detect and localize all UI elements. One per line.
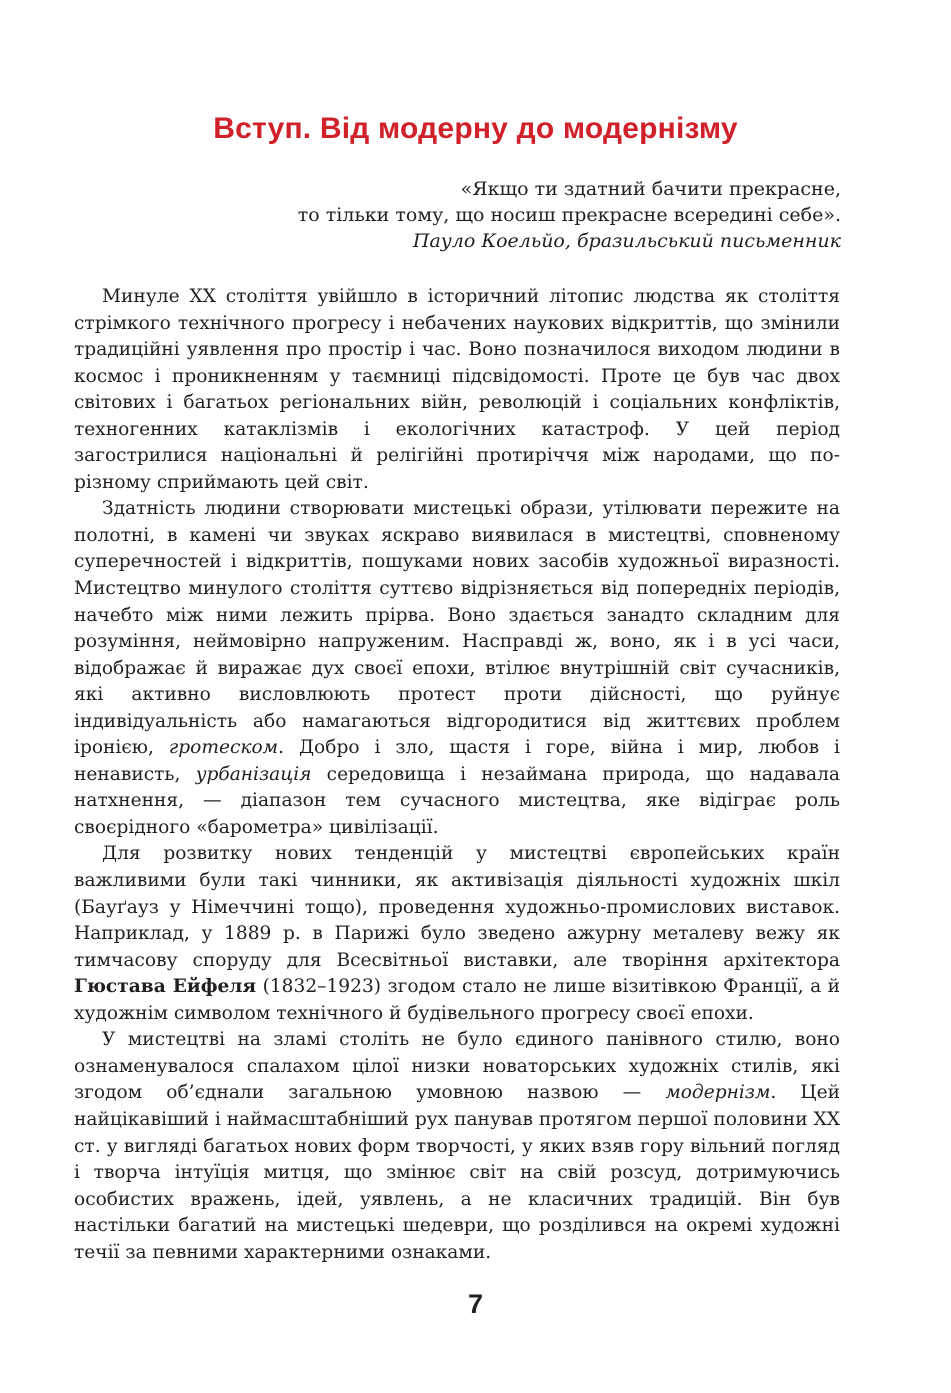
term-grotesque: гротеском: [168, 737, 279, 759]
epigraph: [141, 176, 841, 254]
page-number: 7: [467, 1289, 484, 1319]
paragraph-4-text-a: У мистецтві на зламі століть не було єдиного панівного стилю, воно ознаменувалося спалахом цілої низки новаторських художніх стилів, які згодом об’єднали загальною умовною назвою —: [74, 1029, 840, 1104]
epigraph-author: Пауло Коельйо, бразильський письменник: [412, 230, 841, 252]
chapter-title: Вступ. Від модерну до модернізму: [213, 112, 738, 145]
paragraph-2-text-c: середовища і незаймана природа, що надавала натхнення, — діапазон тем сучасного мистецтва, яке відіграє роль своєрідного «барометра» цивілізації.: [74, 763, 840, 838]
paragraph-1-text: Минуле XX століття увійшло в історичний літопис людства як століття стрімкого технічного прогресу і небачених наукових відкриттів, що змінили традиційні уявлення про простір і час. Воно позначилося виходом людини в космос і проникненням у таємниці підсвідомості. Проте це був час двох світових і багатьох регіональних війн, революцій і соціальних конфліктів, техногенних катаклізмів і екологічних катастроф. У цей період загострилися національні й релігійні протиріччя між народами, що по-різному сприймають цей світ.: [74, 286, 840, 493]
paragraph-3-text-b: (1832–1923) згодом стало не лише візитівкою Франції, а й художнім символом технічного й будівельного прогресу своєї епохи.: [74, 976, 840, 1024]
epigraph-quote-line-2: то тільки тому, що носиш прекрасне всередині себе».: [297, 204, 841, 226]
paragraph-3-text-a: Для розвитку нових тенденцій у мистецтві європейських країн важливими були такі чинники, як активізація діяльності художніх шкіл (Бауґауз у Німеччині тощо), проведення художньо-промислових виставок. Наприклад, у 1889 р. в Парижі було зведено ажурну металеву вежу як тимчасову споруду для Всесвітньої виставки, але творіння архітектора: [74, 843, 840, 971]
paragraph-2-text-b: . Добро і зло, щастя і горе, війна і мир, любов і ненависть,: [74, 737, 840, 785]
epigraph-quote-line-1: «Якщо ти здатний бачити прекрасне,: [460, 178, 841, 200]
term-urbanization: урбанізація: [195, 763, 312, 785]
paragraph-1: [74, 284, 840, 496]
term-modernism: модернізм: [665, 1082, 771, 1104]
paragraph-4-text-b: . Цей найцікавіший і наймасштабніший рух панував протягом першої половини XX ст. у вигляді багатьох нових форм творчості, у яких взяв гору вільний погляд і творча інтуїція митця, що змінює світ на свій розсуд, дотримуючись особистих вражень, ідей, уявлень, а не класичних традицій. Він був настільки багатий на мистецькі шедеври, що розділився на окремі художні течії за певними характерними ознаками.: [74, 1082, 840, 1263]
body-text: [74, 284, 840, 1266]
paragraph-2: [74, 496, 840, 841]
name-gustave-eiffel: Гюстава Ейфеля: [74, 976, 257, 998]
paragraph-4: [74, 1027, 840, 1266]
paragraph-2-text-a: Здатність людини створювати мистецькі образи, утілювати пережите на полотні, в камені чи звуках яскраво виявилася в мистецтві, сповненому суперечностей і відкриттів, пошуками нових засобів художньої виразності. Мистецтво минулого століття суттєво відрізняється від попередніх періодів, начебто між ними лежить прірва. Воно здається занадто складним для розуміння, неймовірно напруженим. Насправді ж, воно, як і в усі часи, відображає й виражає дух своєї епохи, втілює внутрішній світ сучасників, які активно висловлюють протест проти дійсності, що руйнує індивідуальність або намагаються відгородитися від життєвих проблем іронією,: [74, 498, 840, 759]
paragraph-3: [74, 841, 840, 1027]
